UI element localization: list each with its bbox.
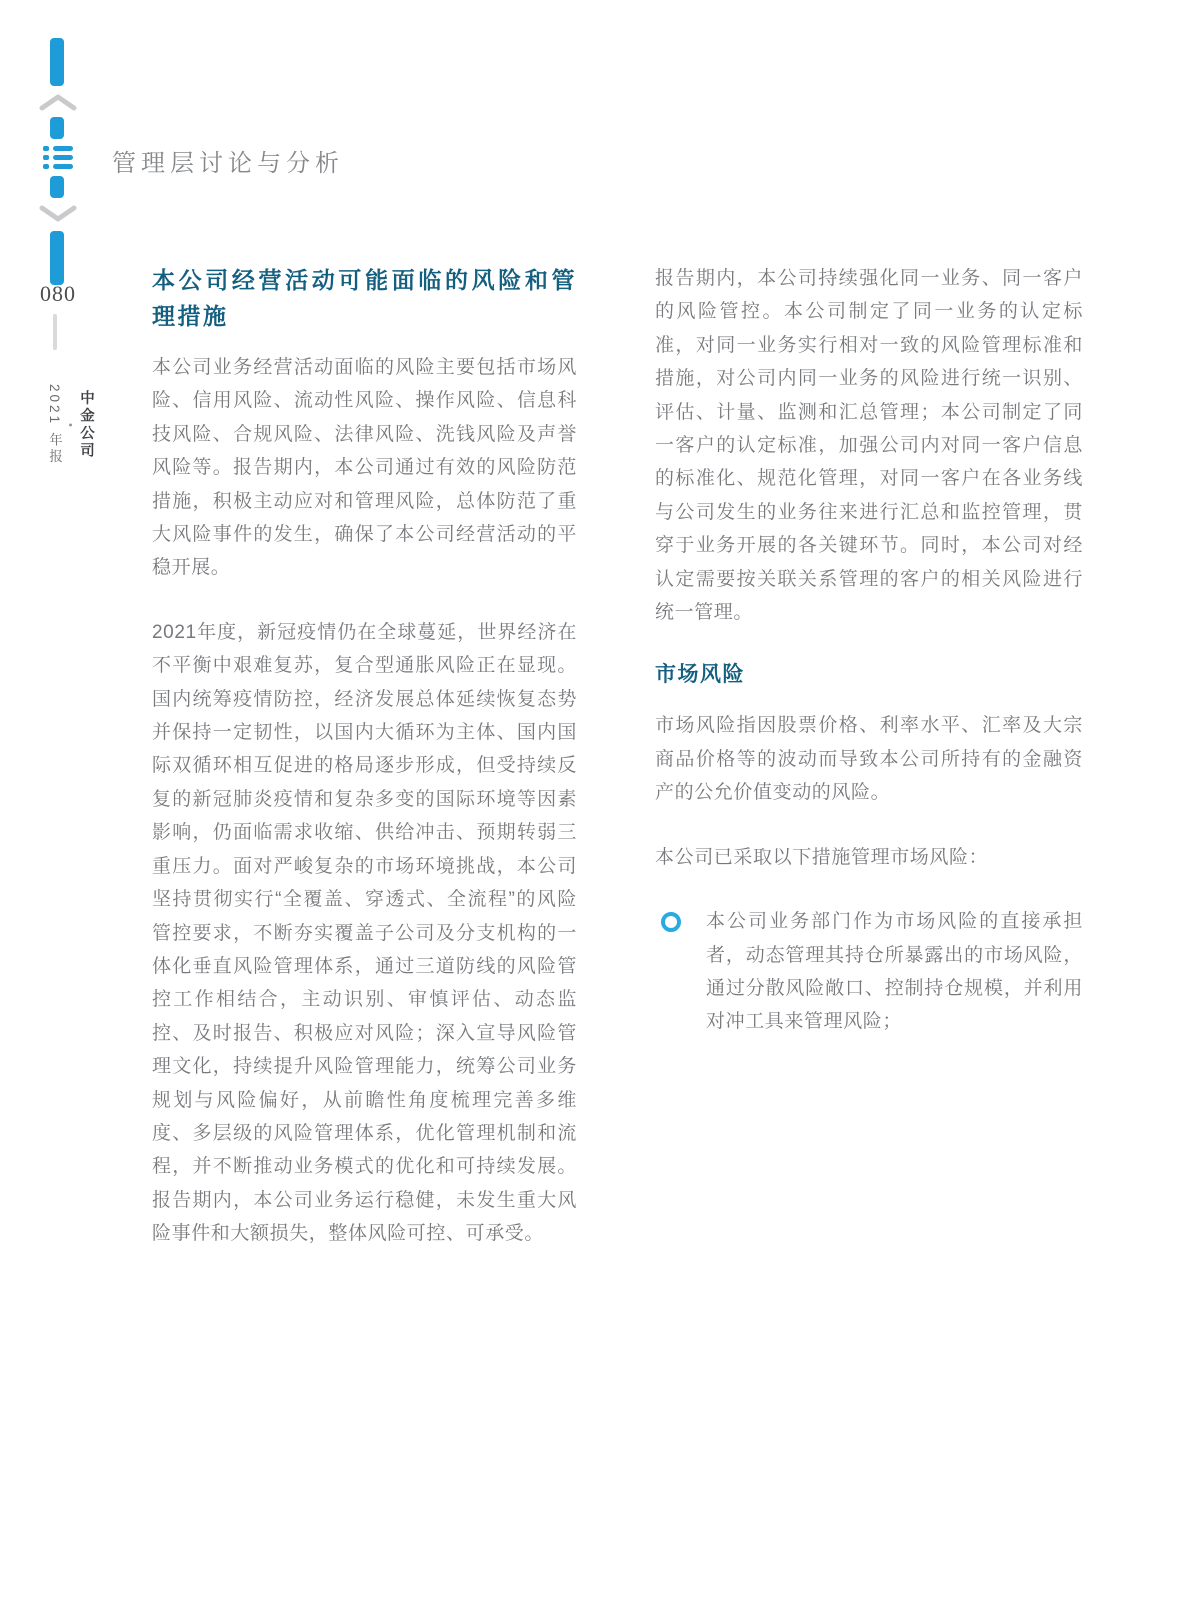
right-paragraph-2: 市场风险指因股票价格、利率水平、汇率及大宗商品价格等的波动而导致本公司所持有的金融资产的公允价值变动的风险。 xyxy=(655,715,1083,804)
right-paragraph-3: 本公司已采取以下措施管理市场风险： xyxy=(655,846,989,868)
chevron-down-icon xyxy=(39,205,77,223)
list-icon xyxy=(43,146,73,169)
report-year: 2021 年报 xyxy=(47,384,62,466)
right-column xyxy=(655,262,1083,1039)
rail-bar-small-1 xyxy=(50,117,64,139)
rail-bar-small-2 xyxy=(50,176,64,198)
company-name: 中金公司 xyxy=(78,389,94,460)
right-paragraph-1: 报告期内，本公司持续强化同一业务、同一客户的风险管控。本公司制定了同一业务的认定标准，对同一业务实行相对一致的风险管理标准和措施，对公司内同一业务的风险进行统一识别、评估、计量、监测和汇总管理；本公司制定了同一客户的认定标准，加强公司内对同一客户信息的标准化、规范化管理，对同一客户在各业务线与公司发生的业务往来进行汇总和监控管理，贯穿于业务开展的各关键环节。同时，本公司对经认定需要按关联关系管理的客户的相关风险进行统一管理。 xyxy=(655,268,1083,624)
separator-dot-icon: • xyxy=(64,422,76,427)
bullet-ring-icon xyxy=(661,912,681,932)
page-number: 080 xyxy=(40,281,76,306)
left-column xyxy=(152,262,577,1251)
rail-bar-top xyxy=(50,38,64,86)
section-heading-market-risk: 市场风险 xyxy=(655,663,745,687)
bullet-text: 本公司业务部门作为市场风险的直接承担者，动态管理其持仓所暴露出的市场风险，通过分散风险敞口、控制持仓规模，并利用对冲工具来管理风险； xyxy=(706,911,1083,1033)
sidebar-vertical-title xyxy=(44,384,97,466)
left-paragraph-1: 本公司业务经营活动面临的风险主要包括市场风险、信用风险、流动性风险、操作风险、信息科技风险、合规风险、法律风险、洗钱风险及声誉风险等。报告期内，本公司通过有效的风险防范措施，积极主动应对和管理风险，总体防范了重大风险事件的发生，确保了本公司经营活动的平稳开展。 xyxy=(152,357,577,579)
page-title: 管理层讨论与分析 xyxy=(112,151,344,177)
left-paragraph-2: 2021年度，新冠疫情仍在全球蔓延，世界经济在不平衡中艰难复苏，复合型通胀风险正在显现。国内统筹疫情防控，经济发展总体延续恢复态势并保持一定韧性，以国内大循环为主体、国内国际双循环相互促进的格局逐步形成，但受持续反复的新冠肺炎疫情和复杂多变的国际环境等因素影响，仍面临需求收缩、供给冲击、预期转弱三重压力。面对严峻复杂的市场环境挑战，本公司坚持贯彻实行“全覆盖、穿透式、全流程”的风险管控要求，不断夯实覆盖子公司及分支机构的一体化垂直风险管理体系，通过三道防线的风险管控工作相结合，主动识别、审慎评估、动态监控、及时报告、积极应对风险；深入宣导风险管理文化，持续提升风险管理能力，统筹公司业务规划与风险偏好，从前瞻性角度梳理完善多维度、多层级的风险管理体系，优化管理机制和流程，并不断推动业务模式的优化和可持续发展。报告期内，本公司业务运行稳健，未发生重大风险事件和大额损失，整体风险可控、可承受。 xyxy=(152,621,577,1245)
section-heading-risks: 本公司经营活动可能面临的风险和管理措施 xyxy=(152,267,577,329)
chevron-up-icon xyxy=(39,93,77,111)
list-item xyxy=(655,905,1083,1039)
page-number-divider xyxy=(53,314,57,350)
rail-bar-bottom xyxy=(50,231,64,285)
